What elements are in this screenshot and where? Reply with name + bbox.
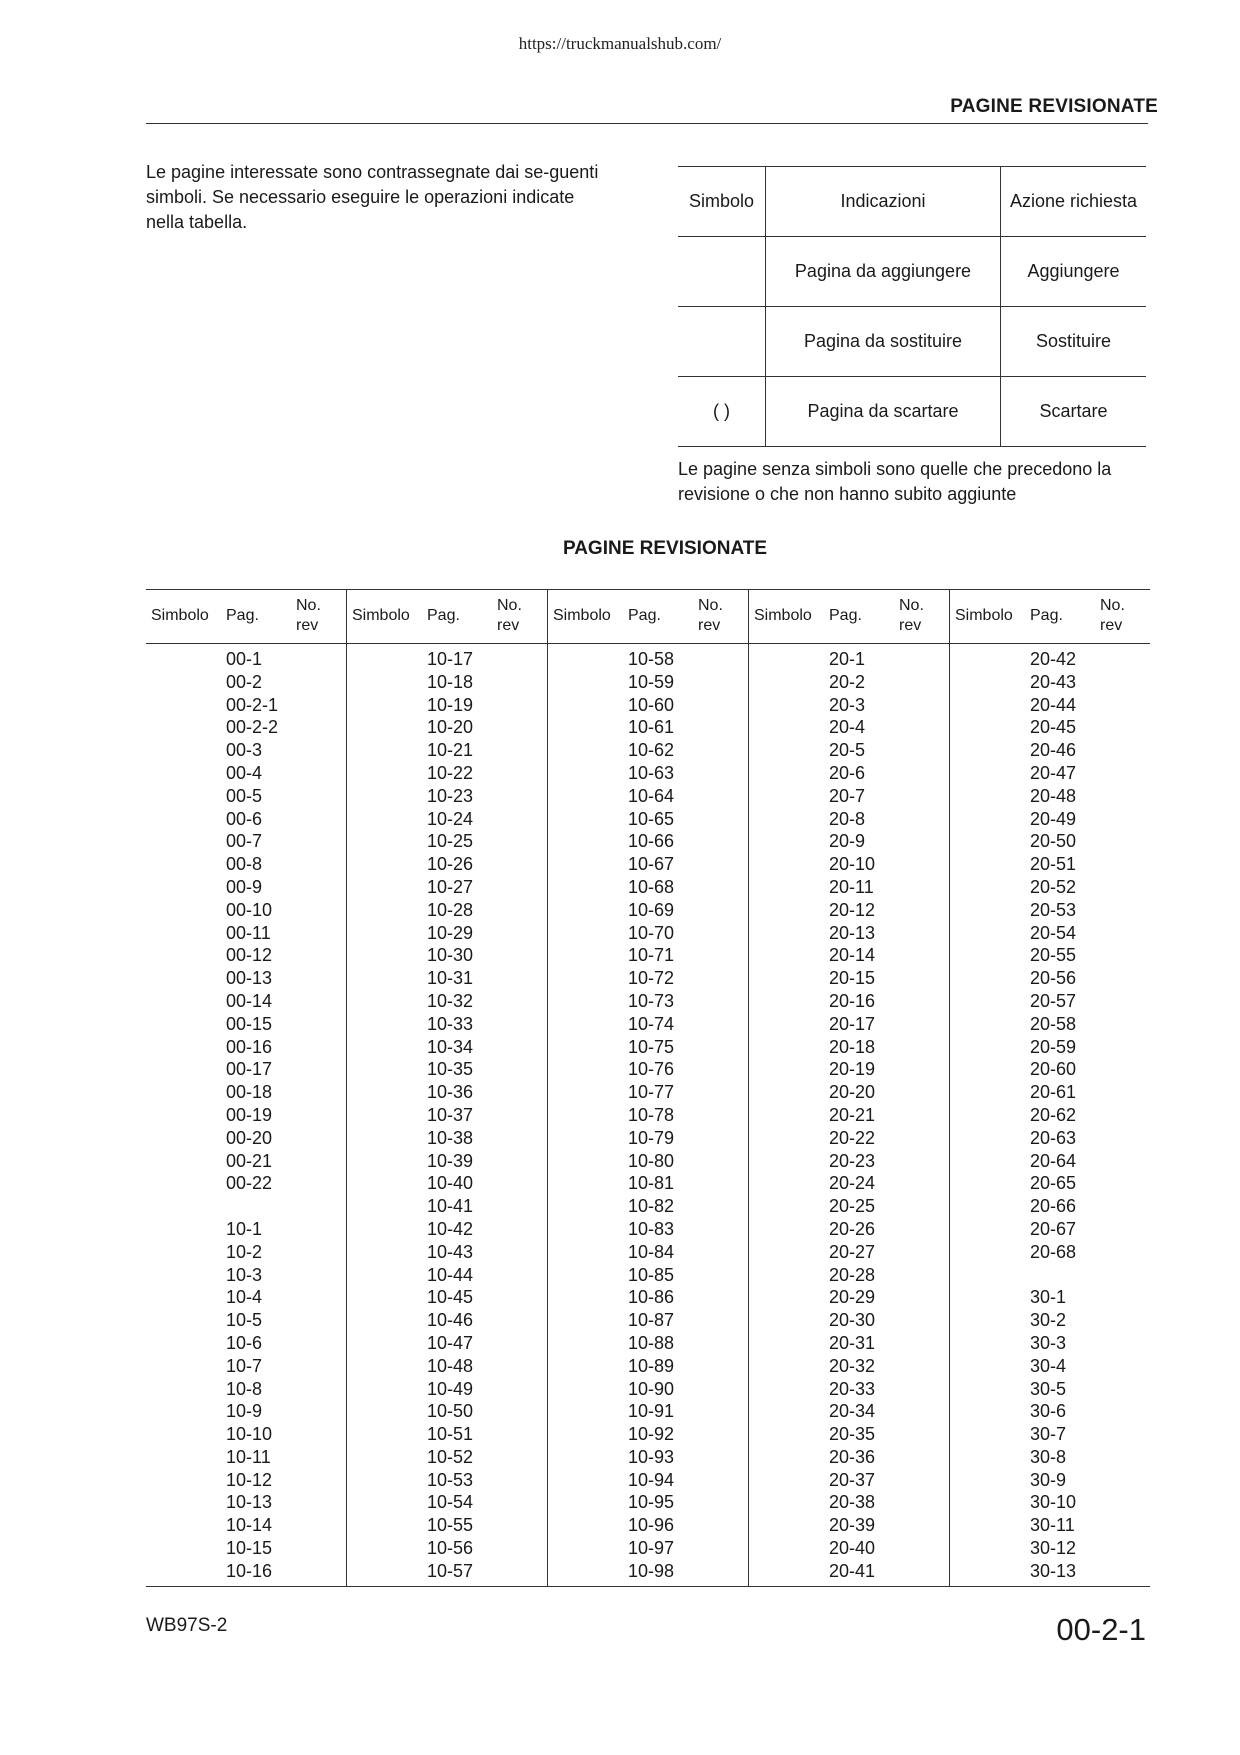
- table-row: 10-19: [427, 694, 474, 715]
- table-row: 20-10: [829, 854, 876, 875]
- table-row: 10-90: [628, 1378, 675, 1399]
- legend-symbol: ( ): [678, 377, 766, 447]
- header-revision-line1: No.: [497, 597, 522, 614]
- table-row: 10-73: [628, 990, 675, 1011]
- table-row: 10-70: [628, 922, 675, 943]
- legend-row: [678, 377, 1146, 447]
- table-row: 10-2: [226, 1241, 263, 1262]
- table-row: 10-87: [628, 1310, 675, 1331]
- table-row: 20-54: [1030, 922, 1077, 943]
- table-row: 10-69: [628, 899, 675, 920]
- table-column-group: [346, 590, 547, 1586]
- table-row: 10-81: [628, 1173, 675, 1194]
- table-row: 10-95: [628, 1492, 675, 1513]
- header-revision-number: [497, 596, 537, 636]
- header-revision-line2: rev: [497, 617, 520, 634]
- table-row: 00-1: [226, 649, 263, 669]
- table-row: 10-17: [427, 649, 474, 669]
- table-row: 20-63: [1030, 1127, 1077, 1148]
- table-row: 00-2: [226, 671, 263, 692]
- header-symbol: Simbolo: [553, 607, 611, 624]
- table-row: 10-98: [628, 1560, 675, 1581]
- table-row: 20-12: [829, 899, 876, 920]
- table-column-header: [950, 590, 1150, 644]
- table-row: 10-77: [628, 1082, 675, 1103]
- table-row: 10-66: [628, 831, 675, 852]
- table-row: 30-2: [1030, 1310, 1067, 1331]
- table-row: 10-60: [628, 694, 675, 715]
- table-row: 20-37: [829, 1469, 876, 1490]
- table-row: [950, 1264, 1150, 1287]
- table-row: 10-29: [427, 922, 474, 943]
- header-page: Pag.: [628, 607, 661, 624]
- table-row: 10-4: [226, 1287, 263, 1308]
- table-row: 10-1: [226, 1218, 263, 1239]
- table-column-group: [949, 590, 1150, 1586]
- table-row: 20-2: [829, 671, 866, 692]
- header-revision-line2: rev: [698, 617, 721, 634]
- table-row: 00-9: [226, 876, 263, 897]
- table-row: 10-15: [226, 1538, 273, 1559]
- header-revision-line1: No.: [1100, 597, 1125, 614]
- table-column-body: [749, 648, 949, 1583]
- table-row: 10-26: [427, 854, 474, 875]
- table-row: 00-13: [226, 968, 273, 989]
- table-row: 10-33: [427, 1013, 474, 1034]
- table-row: 20-62: [1030, 1104, 1077, 1125]
- table-row: 10-20: [427, 717, 474, 738]
- table-column-header: [548, 590, 748, 644]
- table-row: 10-50: [427, 1401, 474, 1422]
- table-row: 20-5: [829, 740, 866, 761]
- table-row: 10-79: [628, 1127, 675, 1148]
- table-row: 10-16: [226, 1560, 273, 1581]
- table-row: 10-31: [427, 968, 474, 989]
- table-row: 10-32: [427, 990, 474, 1011]
- table-row: 10-62: [628, 740, 675, 761]
- table-row: 10-92: [628, 1424, 675, 1445]
- table-row: 20-39: [829, 1515, 876, 1536]
- header-revision-line1: No.: [698, 597, 723, 614]
- table-row: 20-60: [1030, 1059, 1077, 1080]
- table-row: 20-24: [829, 1173, 876, 1194]
- table-row: 10-86: [628, 1287, 675, 1308]
- table-row: 10-45: [427, 1287, 474, 1308]
- table-row: 20-14: [829, 945, 876, 966]
- table-row: 30-6: [1030, 1401, 1067, 1422]
- table-row: 10-54: [427, 1492, 474, 1513]
- legend-symbol: [678, 237, 766, 307]
- table-row: 20-21: [829, 1104, 876, 1125]
- table-row: 10-3: [226, 1264, 263, 1285]
- table-row: 20-35: [829, 1424, 876, 1445]
- table-column-body: [146, 648, 346, 1583]
- table-row: 20-18: [829, 1036, 876, 1057]
- table-row: 20-38: [829, 1492, 876, 1513]
- table-column-header: [749, 590, 949, 644]
- table-row: 10-78: [628, 1104, 675, 1125]
- table-row: 20-44: [1030, 694, 1077, 715]
- table-row: 20-41: [829, 1560, 876, 1581]
- table-row: 10-9: [226, 1401, 263, 1422]
- table-row: 10-91: [628, 1401, 675, 1422]
- table-row: 10-55: [427, 1515, 474, 1536]
- table-column-body: [548, 648, 748, 1583]
- header-revision-line2: rev: [296, 617, 319, 634]
- table-row: 10-13: [226, 1492, 273, 1513]
- table-row: 20-61: [1030, 1082, 1077, 1103]
- table-row: 20-6: [829, 762, 866, 783]
- table-row: 10-6: [226, 1332, 263, 1353]
- header-revision-number: [296, 596, 336, 636]
- table-row: 10-53: [427, 1469, 474, 1490]
- table-row: 30-13: [1030, 1560, 1077, 1581]
- table-row: 10-5: [226, 1310, 263, 1331]
- table-row: 20-8: [829, 808, 866, 829]
- intro-paragraph: Le pagine interessate sono contrassegnate dai se-guenti simboli. Se necessario eseguire le operazioni indicate nella tabella.: [146, 162, 599, 232]
- table-row: 20-52: [1030, 876, 1077, 897]
- table-row: 10-82: [628, 1196, 675, 1217]
- table-row: 20-16: [829, 990, 876, 1011]
- table-column-header: [347, 590, 547, 644]
- table-row: 20-4: [829, 717, 866, 738]
- table-column-header: [146, 590, 346, 644]
- table-row: 10-56: [427, 1538, 474, 1559]
- table-row: 20-31: [829, 1332, 876, 1353]
- table-column-body: [347, 648, 547, 1583]
- table-row: 10-14: [226, 1515, 273, 1536]
- table-row: 20-23: [829, 1150, 876, 1171]
- table-row: 20-45: [1030, 717, 1077, 738]
- table-row: 10-67: [628, 854, 675, 875]
- table-row: 00-10: [226, 899, 273, 920]
- table-row: 00-6: [226, 808, 263, 829]
- table-row: 20-17: [829, 1013, 876, 1034]
- table-row: 10-21: [427, 740, 474, 761]
- table-row: 00-2-2: [226, 717, 279, 738]
- table-row: 20-49: [1030, 808, 1077, 829]
- table-row: 10-37: [427, 1104, 474, 1125]
- table-row: 10-42: [427, 1218, 474, 1239]
- table-row: 10-94: [628, 1469, 675, 1490]
- table-row: 10-40: [427, 1173, 474, 1194]
- table-row: 10-89: [628, 1355, 675, 1376]
- table-row: 20-13: [829, 922, 876, 943]
- table-row: 10-59: [628, 671, 675, 692]
- table-row: 30-1: [1030, 1287, 1067, 1308]
- legend-header-row: [678, 167, 1146, 237]
- table-row: 20-26: [829, 1218, 876, 1239]
- table-row: 00-12: [226, 945, 273, 966]
- header-page: Pag.: [226, 607, 259, 624]
- table-row: 10-25: [427, 831, 474, 852]
- table-row: 10-8: [226, 1378, 263, 1399]
- header-symbol: Simbolo: [352, 607, 410, 624]
- table-row: 20-33: [829, 1378, 876, 1399]
- legend-header-symbol: Simbolo: [678, 167, 766, 237]
- table-row: 10-74: [628, 1013, 675, 1034]
- table-row: 00-11: [226, 922, 271, 943]
- table-row: 10-18: [427, 671, 474, 692]
- table-row: 10-75: [628, 1036, 675, 1057]
- legend-action: Aggiungere: [1001, 237, 1147, 307]
- table-column-group: [547, 590, 748, 1586]
- table-row: 10-61: [628, 717, 675, 738]
- table-row: 10-43: [427, 1241, 474, 1262]
- table-row: 00-16: [226, 1036, 273, 1057]
- header-divider: [146, 123, 1148, 124]
- table-row: 20-9: [829, 831, 866, 852]
- table-row: 10-38: [427, 1127, 474, 1148]
- table-row: 20-20: [829, 1082, 876, 1103]
- table-row: 20-50: [1030, 831, 1077, 852]
- table-row: 00-15: [226, 1013, 273, 1034]
- table-row: 10-84: [628, 1241, 675, 1262]
- table-row: 30-10: [1030, 1492, 1077, 1513]
- table-row: 30-5: [1030, 1378, 1067, 1399]
- table-row: 20-40: [829, 1538, 876, 1559]
- table-row: 10-22: [427, 762, 474, 783]
- legend-action: Scartare: [1001, 377, 1147, 447]
- table-row: 20-42: [1030, 649, 1077, 669]
- table-row: 00-14: [226, 990, 273, 1011]
- table-row: 10-93: [628, 1446, 675, 1467]
- legend-row: [678, 307, 1146, 377]
- table-row: 20-3: [829, 694, 866, 715]
- table-row: 30-7: [1030, 1424, 1067, 1445]
- table-row: 20-56: [1030, 968, 1077, 989]
- table-row: 10-63: [628, 762, 675, 783]
- table-row: 20-1: [829, 649, 866, 669]
- table-row: 10-41: [427, 1196, 474, 1217]
- section-title: PAGINE REVISIONATE: [562, 538, 768, 559]
- table-row: 10-52: [427, 1446, 474, 1467]
- table-row: 20-51: [1030, 854, 1077, 875]
- table-row: 10-30: [427, 945, 474, 966]
- table-row: 10-65: [628, 808, 675, 829]
- header-page: Pag.: [427, 607, 460, 624]
- legend-symbol: [678, 307, 766, 377]
- table-row: 10-71: [628, 945, 675, 966]
- table-row: 10-44: [427, 1264, 474, 1285]
- header-revision-number: [1100, 596, 1140, 636]
- table-row: 10-64: [628, 785, 675, 806]
- table-row: 20-22: [829, 1127, 876, 1148]
- table-row: 00-22: [226, 1173, 273, 1194]
- table-row: 20-55: [1030, 945, 1077, 966]
- table-row: 20-64: [1030, 1150, 1077, 1171]
- header-symbol: Simbolo: [754, 607, 812, 624]
- table-row: 00-3: [226, 740, 263, 761]
- table-row: 00-21: [226, 1150, 273, 1171]
- table-row: 30-3: [1030, 1332, 1067, 1353]
- footer-page-number: 00-2-1: [1056, 1612, 1146, 1647]
- table-row: 00-18: [226, 1082, 273, 1103]
- legend-header-indication: Indicazioni: [766, 167, 1001, 237]
- table-row: 10-80: [628, 1150, 675, 1171]
- table-row: 20-59: [1030, 1036, 1077, 1057]
- table-row: 20-19: [829, 1059, 876, 1080]
- table-row: 10-49: [427, 1378, 474, 1399]
- table-row: 20-28: [829, 1264, 876, 1285]
- table-row: 10-85: [628, 1264, 675, 1285]
- legend-header-action: Azione richiesta: [1001, 167, 1147, 237]
- table-row: 20-67: [1030, 1218, 1077, 1239]
- table-row: 30-9: [1030, 1469, 1067, 1490]
- table-row: 10-83: [628, 1218, 675, 1239]
- table-row: 10-51: [427, 1424, 474, 1445]
- table-row: 20-36: [829, 1446, 876, 1467]
- legend-row: [678, 237, 1146, 307]
- table-row: 20-66: [1030, 1196, 1077, 1217]
- header-symbol: Simbolo: [955, 607, 1013, 624]
- table-row: 20-46: [1030, 740, 1077, 761]
- table-row: 10-34: [427, 1036, 474, 1057]
- table-row: 10-68: [628, 876, 675, 897]
- header-revision-line1: No.: [899, 597, 924, 614]
- header-page: Pag.: [829, 607, 862, 624]
- table-row: 00-7: [226, 831, 263, 852]
- table-row: 20-65: [1030, 1173, 1077, 1194]
- page-header-title: PAGINE REVISIONATE: [950, 96, 1158, 117]
- table-row: 00-17: [226, 1059, 273, 1080]
- table-row: 20-15: [829, 968, 876, 989]
- header-revision-line1: No.: [296, 597, 321, 614]
- table-row: 10-36: [427, 1082, 474, 1103]
- source-url: https://truckmanualshub.com/: [518, 34, 722, 53]
- table-row: 30-11: [1030, 1515, 1075, 1536]
- table-row: 20-7: [829, 785, 866, 806]
- table-row: 20-27: [829, 1241, 876, 1262]
- table-row: 00-20: [226, 1127, 273, 1148]
- table-row: [146, 1195, 346, 1218]
- table-row: 20-34: [829, 1401, 876, 1422]
- footer-model: WB97S-2: [146, 1615, 228, 1636]
- table-row: 20-11: [829, 876, 874, 897]
- table-row: 10-97: [628, 1538, 675, 1559]
- table-row: 20-29: [829, 1287, 876, 1308]
- table-row: 10-47: [427, 1332, 474, 1353]
- table-row: 00-5: [226, 785, 263, 806]
- table-row: 10-24: [427, 808, 474, 829]
- table-row: 20-43: [1030, 671, 1077, 692]
- table-row: 10-76: [628, 1059, 675, 1080]
- table-row: 10-10: [226, 1424, 273, 1445]
- table-row: 20-30: [829, 1310, 876, 1331]
- table-row: 10-48: [427, 1355, 474, 1376]
- table-row: 10-46: [427, 1310, 474, 1331]
- table-row: 10-57: [427, 1560, 474, 1581]
- table-column-group: [748, 590, 949, 1586]
- table-row: 00-2-1: [226, 694, 279, 715]
- table-row: 20-48: [1030, 785, 1077, 806]
- header-revision-number: [899, 596, 939, 636]
- table-row: 20-53: [1030, 899, 1077, 920]
- table-row: 00-19: [226, 1104, 273, 1125]
- table-row: 10-27: [427, 876, 474, 897]
- revised-pages-table: [146, 589, 1150, 1587]
- header-revision-number: [698, 596, 738, 636]
- table-row: 10-88: [628, 1332, 675, 1353]
- table-row: 30-4: [1030, 1355, 1067, 1376]
- legend-indication: Pagina da sostituire: [766, 307, 1001, 377]
- table-row: 10-58: [628, 649, 675, 669]
- table-column-body: [950, 648, 1150, 1583]
- table-row: 10-23: [427, 785, 474, 806]
- table-row: 30-12: [1030, 1538, 1077, 1559]
- table-row: 20-32: [829, 1355, 876, 1376]
- legend-indication: Pagina da aggiungere: [766, 237, 1001, 307]
- header-revision-line2: rev: [899, 617, 922, 634]
- header-symbol: Simbolo: [151, 607, 209, 624]
- table-row: 10-28: [427, 899, 474, 920]
- table-row: 20-57: [1030, 990, 1077, 1011]
- legend-indication: Pagina da scartare: [766, 377, 1001, 447]
- table-row: 10-11: [226, 1446, 271, 1467]
- symbol-legend-table: [678, 166, 1146, 447]
- table-column-group: [146, 590, 346, 1586]
- legend-action: Sostituire: [1001, 307, 1147, 377]
- table-row: 10-96: [628, 1515, 675, 1536]
- table-row: 00-4: [226, 762, 263, 783]
- table-row: 10-72: [628, 968, 675, 989]
- header-page: Pag.: [1030, 607, 1063, 624]
- table-row: 30-8: [1030, 1446, 1067, 1467]
- table-row: 10-39: [427, 1150, 474, 1171]
- legend-note: Le pagine senza simboli sono quelle che precedono la revisione o che non hanno subito aggiunte: [678, 459, 1112, 504]
- table-row: 10-35: [427, 1059, 474, 1080]
- table-row: 20-68: [1030, 1241, 1077, 1262]
- table-row: 10-12: [226, 1469, 273, 1490]
- table-row: 20-58: [1030, 1013, 1077, 1034]
- table-row: 20-25: [829, 1196, 876, 1217]
- table-row: 00-8: [226, 854, 263, 875]
- table-row: 10-7: [226, 1355, 263, 1376]
- header-revision-line2: rev: [1100, 617, 1123, 634]
- table-row: 20-47: [1030, 762, 1077, 783]
